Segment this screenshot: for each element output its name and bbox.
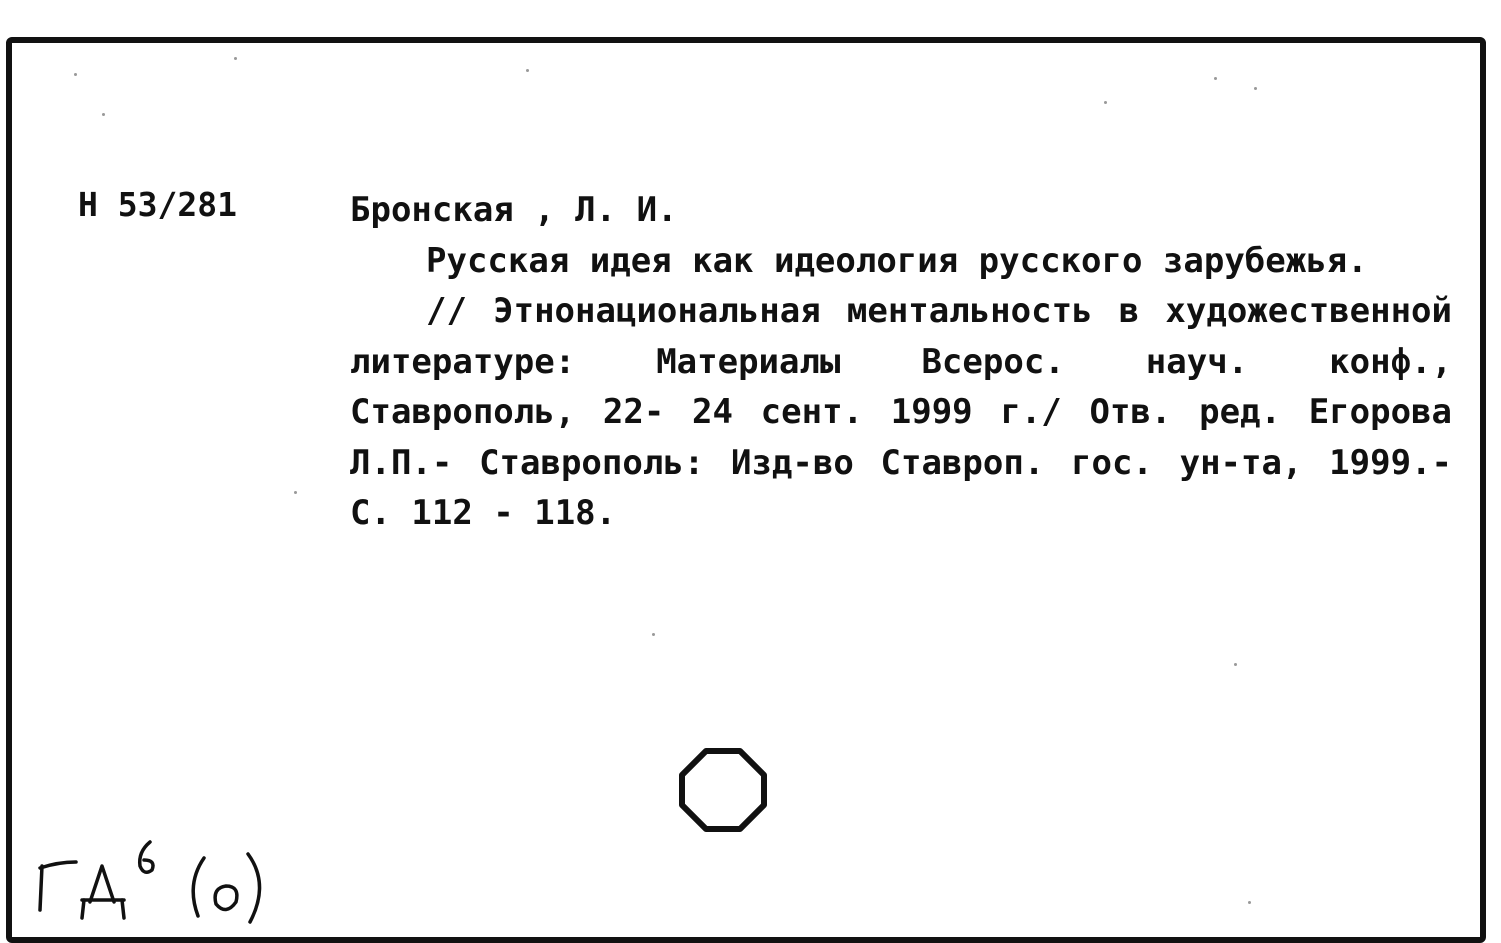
paper-speck [652, 633, 655, 636]
punch-hole [676, 745, 770, 835]
paper-speck [234, 57, 237, 60]
paper-speck [1254, 87, 1257, 90]
author-name: Бронская , Л. И. [350, 190, 678, 230]
source-details: // Этнонациональная ментальность в художественной литературе: Материалы Всерос. науч. конф., Ставрополь, 22- 24 сент. 1999 г./ Отв. ред. Егорова Л.П.- Ставрополь: Изд-во Ставроп. гос. ун-та, 1999.-С. 112 - 118. [350, 291, 1452, 533]
work-title: Русская идея как идеология русского зарубежья. [426, 240, 1368, 281]
paper-speck [526, 69, 529, 72]
handwritten-note [28, 836, 278, 931]
paper-speck [102, 113, 105, 116]
paper-speck [1248, 901, 1251, 904]
paper-speck [1214, 77, 1217, 80]
paper-speck [294, 491, 297, 494]
paper-speck [1234, 663, 1237, 666]
paper-speck [74, 73, 77, 76]
paper-speck [1104, 101, 1107, 104]
bibliographic-entry [350, 185, 1452, 539]
shelfmark: Н 53/281 [78, 185, 237, 224]
